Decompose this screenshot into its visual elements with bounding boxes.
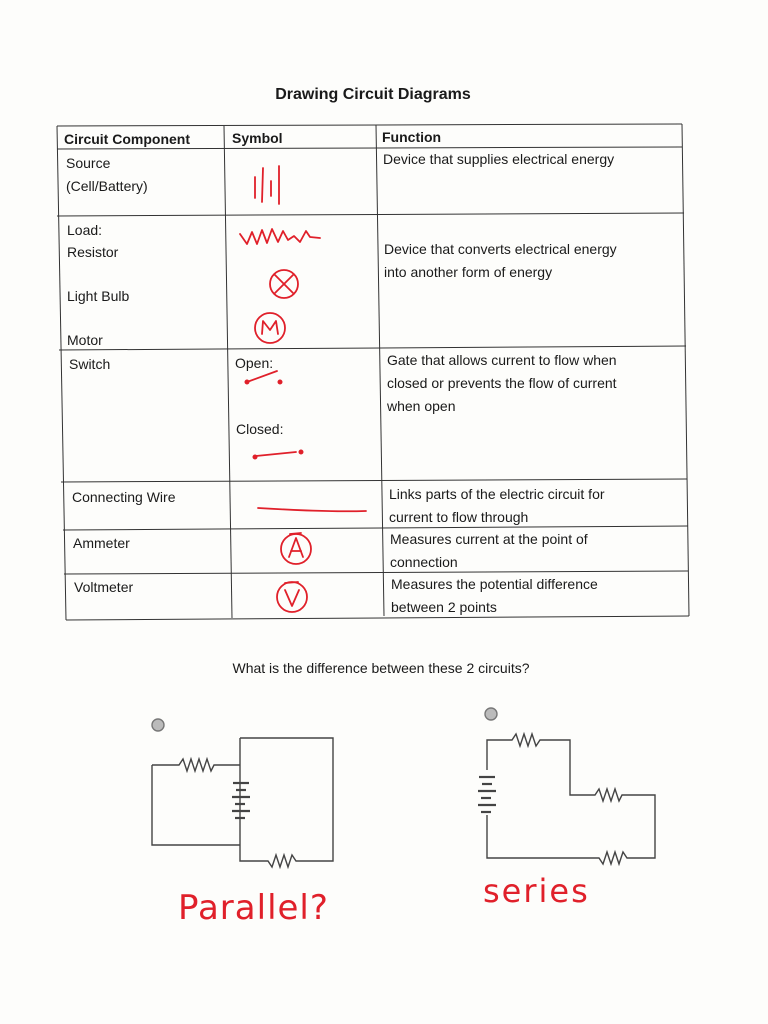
answer-parallel: Parallel? — [178, 888, 329, 928]
header-symbol: Symbol — [232, 130, 283, 146]
row-wire-component: Connecting Wire — [72, 489, 176, 505]
row-switch-function: Gate that allows current to flow when closed or prevents the flow of current when open — [387, 352, 617, 414]
header-component: Circuit Component — [64, 131, 190, 147]
row-ammeter-function: Measures current at the point of connection — [390, 531, 588, 570]
row-source-component: Source (Cell/Battery) — [66, 155, 148, 194]
parallel-circuit-diagram — [152, 719, 333, 867]
row-switch-component: Switch — [69, 356, 111, 372]
row-source-function: Device that supplies electrical energy — [383, 151, 615, 167]
page-title: Drawing Circuit Diagrams — [275, 86, 471, 103]
row-voltmeter-function: Measures the potential difference between 2 points — [391, 576, 598, 615]
row-ammeter-component: Ammeter — [73, 535, 130, 551]
row-load-function: Device that converts electrical energy into another form of energy — [384, 241, 617, 280]
circuit-label-icon — [485, 708, 497, 720]
answer-series: series — [483, 872, 590, 910]
row-wire-function: Links parts of the electric circuit for current to flow through — [389, 486, 605, 525]
circuit-label-icon — [152, 719, 164, 731]
row-voltmeter-component: Voltmeter — [74, 579, 134, 595]
row-load-component: Load: Resistor Light Bulb Motor — [67, 222, 130, 348]
switch-closed-label: Closed: — [236, 421, 284, 437]
header-function: Function — [382, 129, 442, 145]
series-circuit-diagram — [478, 708, 655, 864]
switch-open-label: Open: — [235, 355, 274, 371]
question-text: What is the difference between these 2 circuits? — [232, 660, 530, 676]
